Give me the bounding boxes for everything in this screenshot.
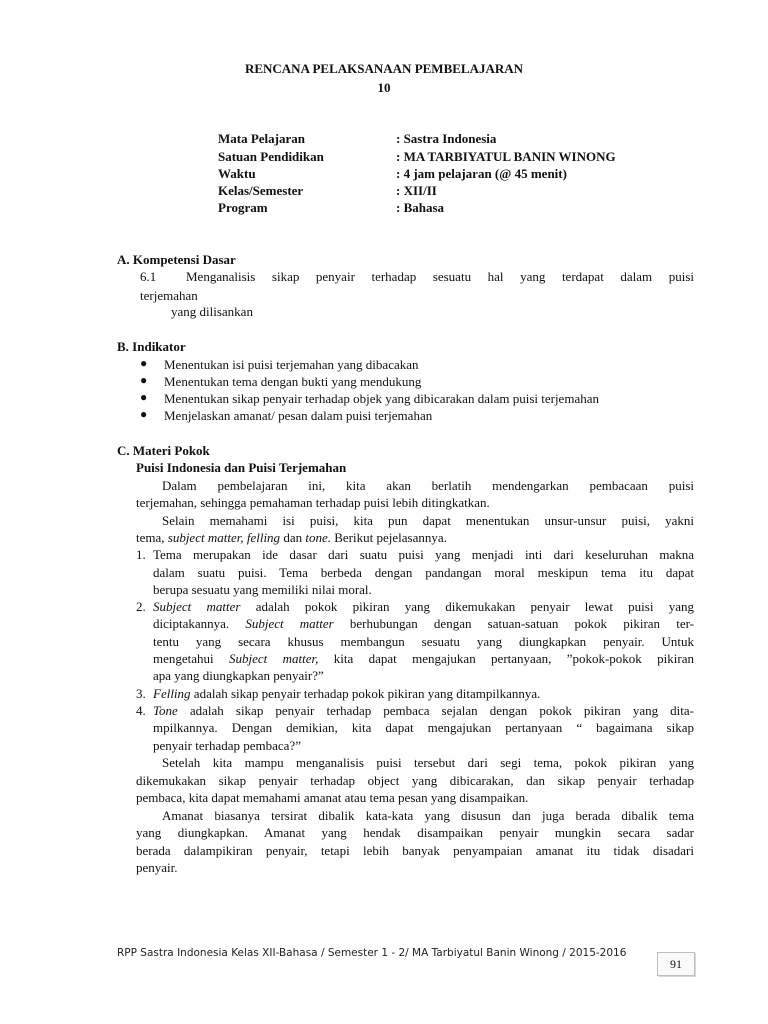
info-value: : XII/II	[396, 183, 437, 198]
list-item-line: diciptakannya. Subject matter berhubungan dengan satuan-satuan pokok pikiran ter-	[153, 616, 694, 631]
section-b-heading: B. Indikator	[117, 339, 186, 354]
list-item-line: apa yang diungkapkan penyair?”	[153, 668, 324, 683]
list-item-line: tentu yang secara khusus membangun sesuatu yang diungkapkan penyair. Untuk	[153, 634, 694, 649]
bullet-icon: ●	[140, 390, 148, 404]
info-value: : 4 jam pelajaran (@ 45 menit)	[396, 166, 567, 181]
section-c-heading: C. Materi Pokok	[117, 443, 210, 458]
list-number: 1.	[136, 547, 146, 562]
list-item-line: mengetahui Subject matter, kita dapat mengajukan pertanyaan, ”pokok-pokok pikiran	[153, 651, 694, 666]
page-number: 91	[657, 952, 695, 976]
info-label: Program	[218, 200, 268, 215]
info-value: : Bahasa	[396, 200, 445, 215]
document-number: 10	[377, 80, 391, 95]
list-item-line: Tone adalah sikap penyair terhadap pembaca sejalan dengan pokok pikiran yang dita-	[153, 703, 694, 718]
paragraph-line: tema, subject matter, felling dan tone. Berikut pejelasannya.	[136, 530, 447, 545]
bullet-icon: ●	[140, 356, 148, 370]
list-number: 4.	[136, 703, 146, 718]
info-label: Satuan Pendidikan	[218, 149, 324, 164]
competency-text-cont: yang dilisankan	[171, 304, 253, 319]
list-item-line: Subject matter adalah pokok pikiran yang dikemukakan penyair lewat puisi yang	[153, 599, 694, 614]
paragraph-line: Dalam pembelajaran ini, kita akan berlatih mendengarkan pembacaan puisi	[162, 478, 694, 493]
competency-text-cont: terjemahan	[140, 288, 198, 303]
info-value: : Sastra Indonesia	[396, 131, 497, 146]
paragraph-line: dikemukakan sikap penyair terhadap object yang dibicarakan, dan sikap penyair terhadap	[136, 773, 694, 788]
paragraph-line: terjemahan, sehingga pemahaman terhadap puisi lebih ditingkatkan.	[136, 495, 490, 510]
paragraph-line: yang diungkapkan. Amanat yang hendak disampaikan penyair mungkin secara sadar	[136, 825, 694, 840]
bullet-icon: ●	[140, 373, 148, 387]
paragraph-line: Setelah kita mampu menganalisis puisi tersebut dari segi tema, pokok pikiran yang	[162, 755, 694, 770]
info-label: Waktu	[218, 166, 256, 181]
list-item-line: penyair terhadap pembaca?”	[153, 738, 301, 753]
list-item-line: dalam suatu puisi. Tema berbeda dengan pandangan moral meskipun tema itu dapat	[153, 565, 694, 580]
list-number: 2.	[136, 599, 146, 614]
section-a-heading: A. Kompetensi Dasar	[117, 252, 236, 267]
competency-text: Menganalisis sikap penyair terhadap sesuatu hal yang terdapat dalam puisi	[186, 269, 694, 284]
info-label: Kelas/Semester	[218, 183, 304, 198]
bullet-icon: ●	[140, 407, 148, 421]
competency-number: 6.1	[140, 269, 157, 284]
info-label: Mata Pelajaran	[218, 131, 306, 146]
list-item-line: Felling adalah sikap penyair terhadap pokok pikiran yang ditampilkannya.	[153, 686, 541, 701]
paragraph-line: Selain memahami isi puisi, kita pun dapat menentukan unsur-unsur puisi, yakni	[162, 513, 694, 528]
section-c-subheading: Puisi Indonesia dan Puisi Terjemahan	[136, 460, 347, 475]
list-item-line: mpilkannya. Dengan demikian, kita dapat mengajukan pertanyaan “ bagaimana sikap	[153, 720, 694, 735]
paragraph-line: penyair.	[136, 860, 178, 875]
list-number: 3.	[136, 686, 146, 701]
list-item-line: berupa sesuatu yang memiliki nilai moral.	[153, 582, 372, 597]
paragraph-line: berada dalampikiran penyair, tetapi lebih banyak penyampaian amanat itu tidak disadari	[136, 843, 694, 858]
info-value: : MA TARBIYATUL BANIN WINONG	[396, 149, 616, 164]
paragraph-line: Amanat biasanya tersirat dibalik kata-kata yang disusun dan juga berada dibalik tema	[162, 808, 694, 823]
paragraph-line: pembaca, kita dapat memahami amanat atau tema pesan yang disampaikan.	[136, 790, 529, 805]
document-title: RENCANA PELAKSANAAN PEMBELAJARAN	[244, 61, 524, 76]
page-footer: RPP Sastra Indonesia Kelas XII-Bahasa / Semester 1 - 2/ MA Tarbiyatul Banin Winong / 2015-2016	[117, 947, 627, 959]
list-item-line: Tema merupakan ide dasar dari suatu puisi yang menjadi inti dari keseluruhan makna	[153, 547, 694, 562]
